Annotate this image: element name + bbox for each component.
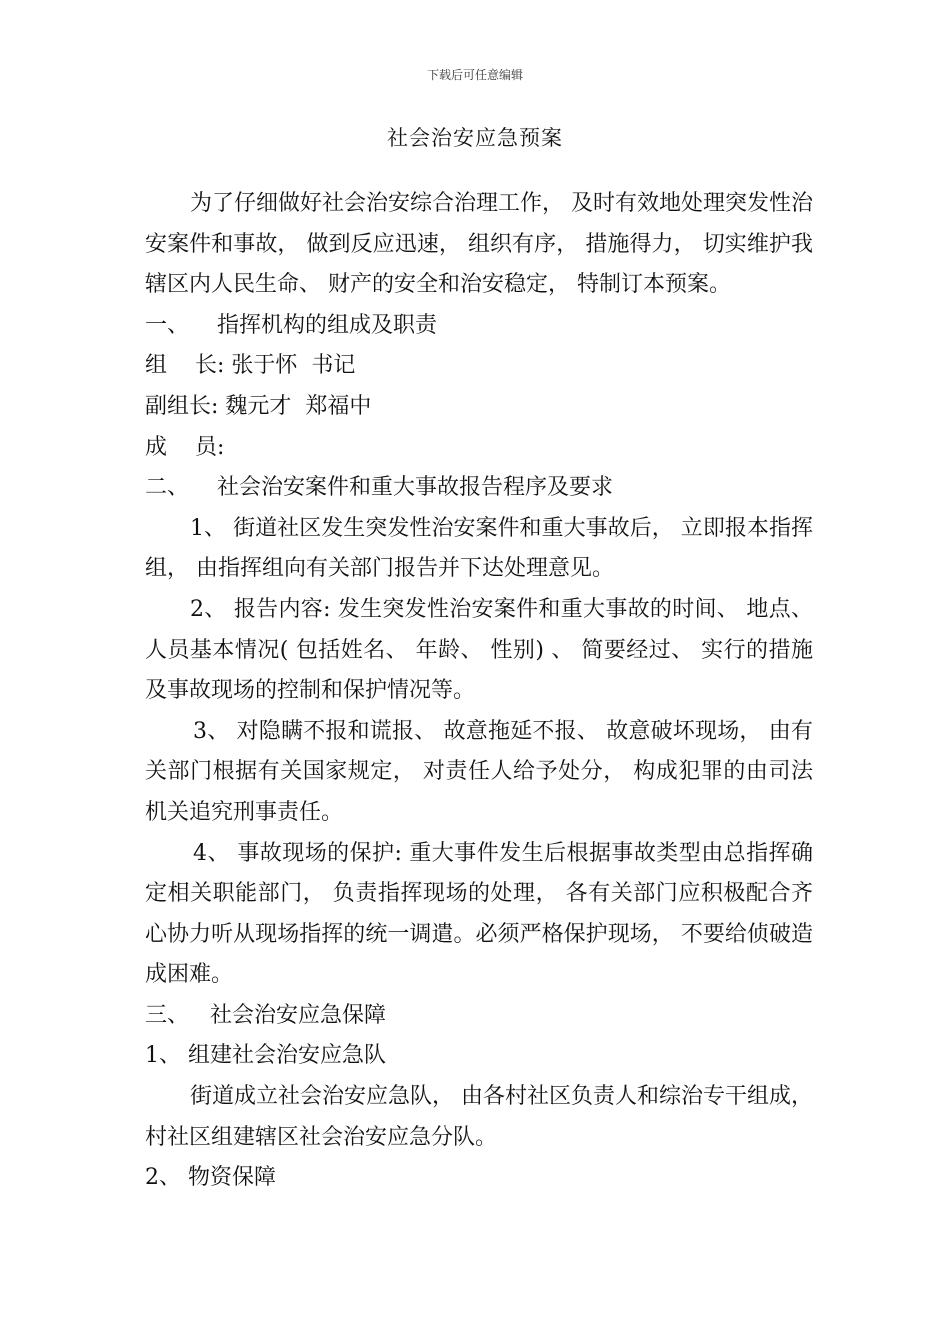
section-2-item-2: 2、 报告内容: 发生突发性治安案件和重大事故的时间、 地点、 人员基本情况( 包括姓名、 年龄、 性别) 、 简要经过、 实行的措施及事故现场的控制和保护情况等。 <box>145 596 813 704</box>
section-3-sub-2: 2、 物资保障 <box>145 1165 276 1191</box>
members-line: 成 员: <box>145 434 225 460</box>
header-note: 下载后可任意编辑 <box>426 68 523 82</box>
section-3-heading: 三、 社会治安应急保障 <box>145 1002 386 1028</box>
section-2-heading: 二、 社会治安案件和重大事故报告程序及要求 <box>145 475 613 501</box>
section-3-sub-1-text: 街道成立社会治安应急队， 由各村社区负责人和综治专干组成， 村社区组建辖区社会治安应急分队。 <box>145 1084 813 1150</box>
section-2-item-3: 3、 对隐瞒不报和谎报、 故意拖延不报、 故意破坏现场， 由有关部门根据有关国家规定， 对责任人给予处分， 构成犯罪的由司法机关追究刑事责任。 <box>145 718 813 825</box>
section-2-item-4: 4、 事故现场的保护: 重大事件发生后根据事故类型由总指挥确定相关职能部门， 负责指挥现场的处理， 各有关部门应积极配合齐心协力听从现场指挥的统一调遣。必须严格保护现场， 不要给侦破造成困难。 <box>145 840 813 988</box>
deputy-leader-line: 副组长: 魏元才 郑福中 <box>145 393 372 419</box>
document-body <box>145 184 813 1199</box>
document-title: 社会治安应急预案 <box>387 126 563 150</box>
section-3-sub-1: 1、 组建社会治安应急队 <box>145 1043 386 1069</box>
group-leader-line: 组 长: 张于怀 书记 <box>145 353 356 379</box>
section-1-heading: 一、 指挥机构的组成及职责 <box>145 312 437 338</box>
section-2-item-1: 1、 街道社区发生突发性治安案件和重大事故后， 立即报本指挥组， 由指挥组向有关部门报告并下达处理意见。 <box>145 515 813 582</box>
intro-paragraph: 为了仔细做好社会治安综合治理工作， 及时有效地处理突发性治安案件和事故， 做到反应迅速， 组织有序， 措施得力， 切实维护我辖区内人民生命、 财产的安全和治安稳定， 特制订本预案。 <box>145 191 813 298</box>
